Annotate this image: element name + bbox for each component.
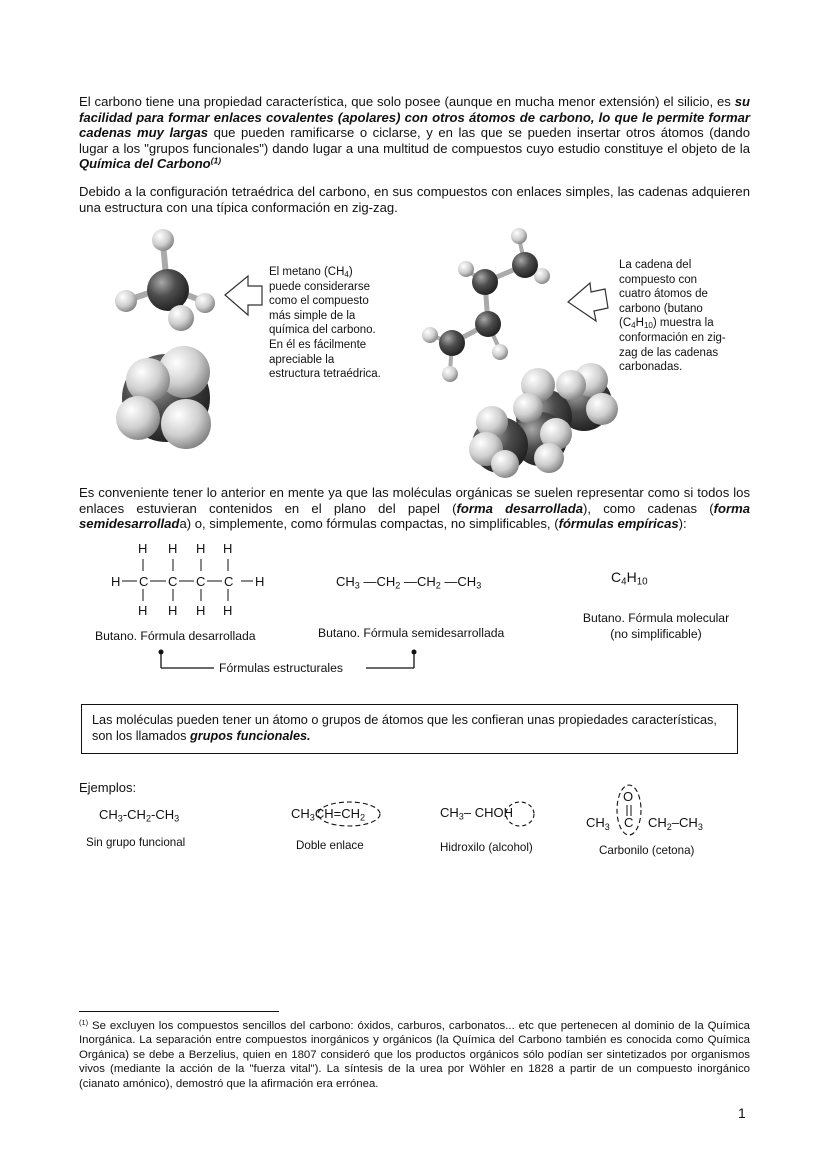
example-ketone-formula	[584, 782, 724, 838]
intro-emphasis: su facilidad para formar enlaces covalentes (apolares) con otros átomos de carbono, lo que le permite formar cadenas muy largas	[79, 94, 750, 141]
svg-text:H: H	[138, 541, 148, 556]
svg-text:H: H	[111, 574, 121, 589]
page-number: 1	[738, 1105, 746, 1121]
footnote-ref[interactable]: (1)	[210, 155, 222, 166]
double-bond-highlight	[314, 799, 384, 829]
butane-developed-formula	[105, 538, 275, 620]
example-label-double-bond: Doble enlace	[296, 839, 364, 852]
functional-groups-text: Las moléculas pueden tener un átomo o grupos de átomos que les confieran unas propiedades características, son los llamados grupos funcionales.	[92, 713, 717, 743]
svg-text:C: C	[224, 574, 234, 589]
svg-text:H: H	[223, 541, 233, 556]
example-alkane-formula: $CH_3-CH_2-CH_3$	[99, 807, 180, 824]
methane-space-filling-model	[116, 346, 211, 449]
hollow-arrow-left-icon	[225, 276, 262, 315]
tetrahedral-paragraph: Debido a la configuración tetraédrica del carbono, en sus compuestos con enlaces simples, las cadenas adquieren una estructura con una típica conformación en zig-zag.	[79, 184, 750, 215]
butane-space-filling-model	[469, 363, 618, 478]
label-molecular-2: (no simplificable)	[610, 627, 702, 641]
hydroxyl-highlight	[503, 799, 537, 829]
svg-text:CH3: $CH_3$	[586, 815, 610, 832]
butane-caption: La cadena del compuesto con cuatro átomos de carbono (butano $(C_4H_{10})$ muestra la conformación en zig-zag de las cadenas carbonadas.	[619, 259, 726, 374]
svg-text:H: H	[196, 541, 206, 556]
example-label-hydroxyl: Hidroxilo (alcohol)	[440, 841, 533, 854]
svg-text:H: H	[196, 603, 206, 618]
butane-molecular-formula: $C_4H_{10}$	[611, 569, 648, 588]
svg-text:C: C	[139, 574, 149, 589]
methane-ball-stick-model	[115, 229, 215, 331]
examples-title: Ejemplos:	[79, 780, 137, 795]
example-label-none: Sin grupo funcional	[86, 836, 186, 849]
svg-text:CH2–CH3: $CH_2-CH_3$	[648, 815, 703, 832]
methane-caption: El metano $(CH_4)$ puede considerarse como el compuesto más simple de la química del carbono. En él es fácilmente apreciable la estructura tetraédrica.	[269, 266, 381, 381]
svg-text:H: H	[255, 574, 265, 589]
footnote-separator	[79, 1011, 279, 1012]
svg-text:C: C	[624, 815, 634, 830]
svg-text:O: O	[623, 789, 634, 804]
svg-text:H: H	[168, 603, 178, 618]
butane-ball-stick-model	[422, 228, 550, 382]
label-semideveloped: Butano. Fórmula semidesarrollada	[318, 626, 505, 640]
quimica-del-carbono: Química del Carbono	[79, 156, 211, 172]
example-alkene-formula: $CH_3CH=CH_2$	[291, 806, 366, 823]
label-molecular-1: Butano. Fórmula molecular	[582, 611, 730, 625]
svg-text:C: C	[196, 574, 206, 589]
bracket-label: Fórmulas estructurales	[219, 661, 343, 675]
footnote: $^{(1)}$ Se excluyen los compuestos sencillos del carbono: óxidos, carburos, carbonatos... etc que pertenecen al dominio de la Química Inorgánica. La separación entre compuestos inorgánicos y orgánicos (la Química del Carbono también es conocida como Química Orgánica) se debe a Berzelius, quien en 1807 consideró que los productos orgánicos sólo podían ser sintetizados por organismos vivos (mediante la acción de la "fuerza vital"). La síntesis de la urea por Wöhler en 1828 a partir de un compuesto inorgánico (cianato amónico), demostró que la afirmación era errónea.	[79, 1017, 750, 1090]
functional-groups-box	[81, 704, 738, 754]
svg-text:H: H	[223, 603, 233, 618]
svg-text:H: H	[168, 541, 178, 556]
example-label-carbonyl: Carbonilo (cetona)	[599, 844, 695, 857]
svg-text:H: H	[138, 603, 148, 618]
hollow-arrow-left-icon	[568, 283, 608, 321]
label-developed: Butano. Fórmula desarrollada	[95, 629, 256, 643]
example-alcohol-formula: $CH_3-$ CHOH	[440, 805, 513, 822]
butane-semi-formula: $CH_3$ $—CH_2$ $—CH_2$ $—CH_3$	[336, 574, 482, 591]
intro-paragraph: El carbono tiene una propiedad característica, que solo posee (aunque en mucha menor extensión) el silicio, es su facilidad para formar enlaces covalentes (apolares) con otros átomos de carbono, lo que le permite formar cadenas muy largas que pueden ramificarse o ciclarse, y en las que se pueden insertar otros átomos (dando lugar a los "grupos funcionales") dando lugar a una multitud de compuestos cuyo estudio constituye el objeto de la Química del Carbono$^{(1)}$	[79, 94, 750, 172]
representation-paragraph: Es conveniente tener lo anterior en mente ya que las moléculas orgánicas se suelen representar como si todos los enlaces estuvieran contenidos en el plano del papel (forma desarrollada), como cadenas (forma semidesarrollada) o, simplemente, como fórmulas compactas, no simplificables, (fórmulas empíricas):	[79, 485, 751, 532]
svg-text:C: C	[168, 574, 178, 589]
